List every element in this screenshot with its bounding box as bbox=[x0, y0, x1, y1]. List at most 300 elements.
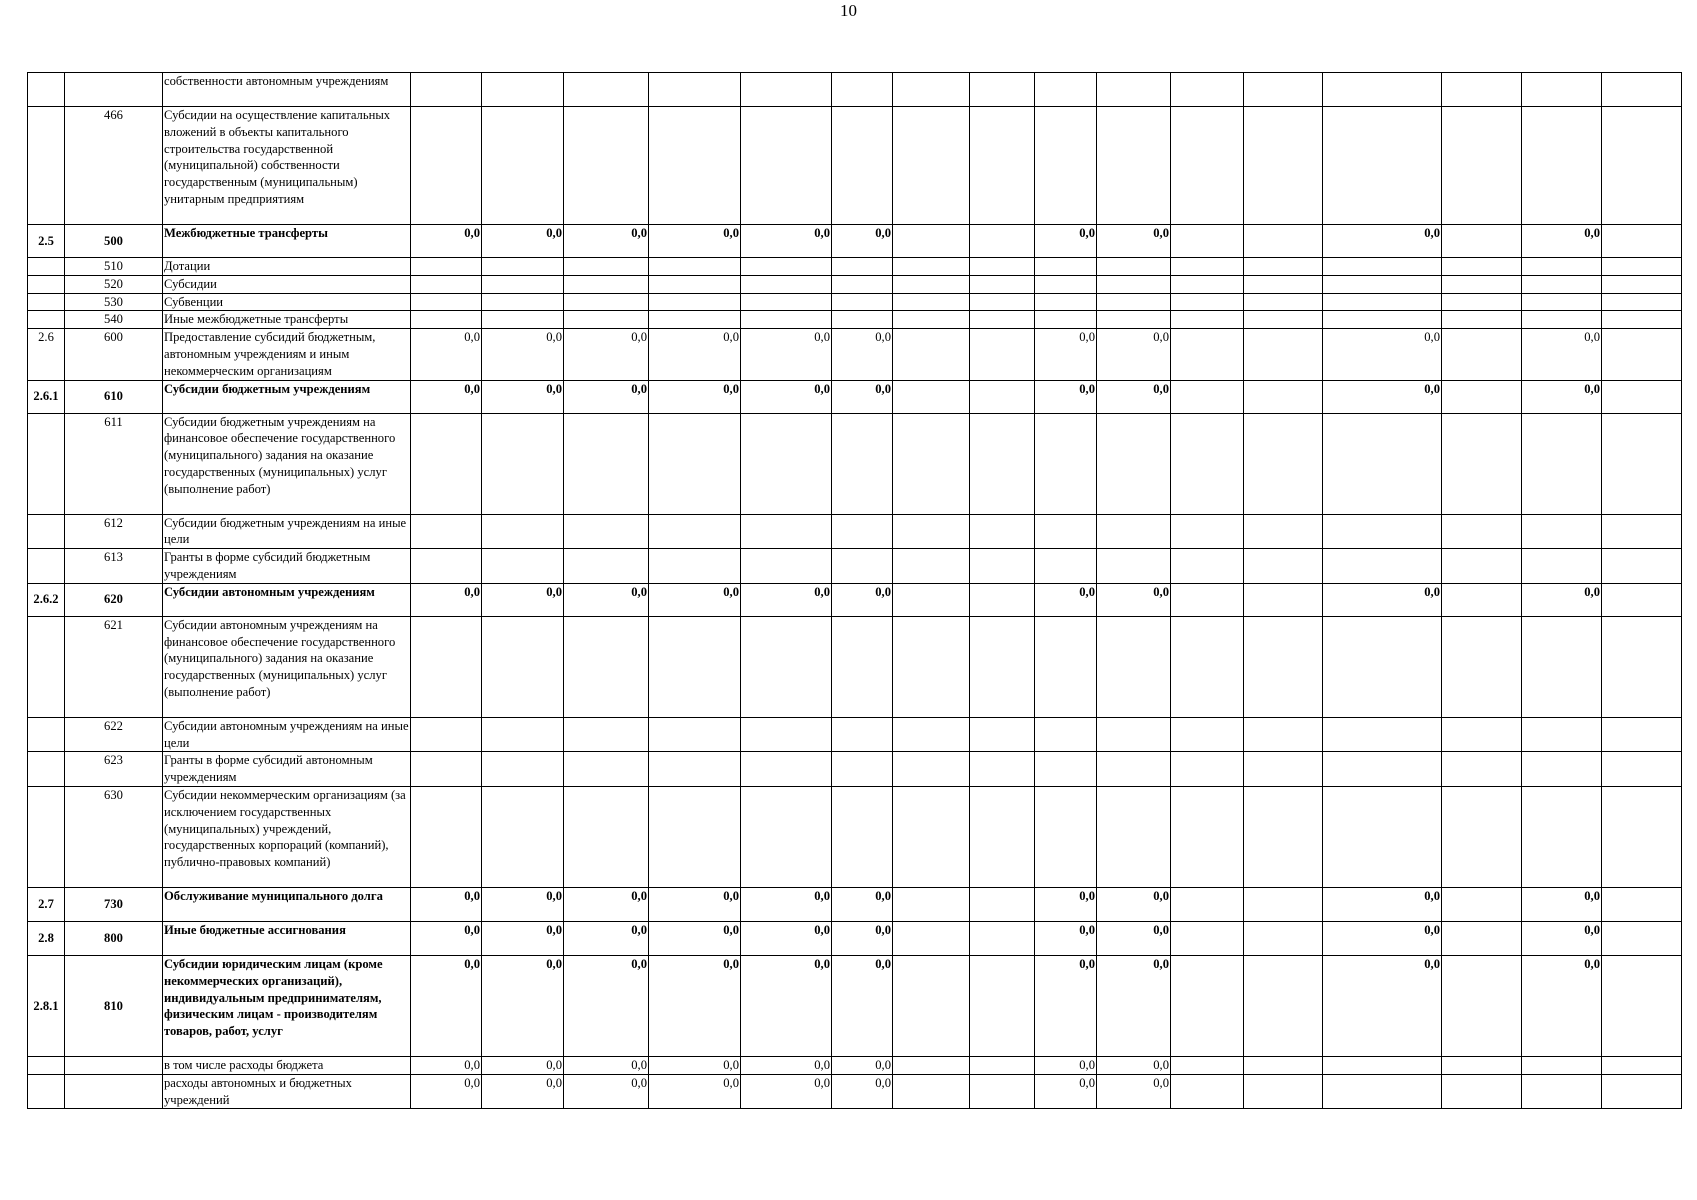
value-cell bbox=[564, 275, 649, 293]
table-row bbox=[28, 717, 1682, 752]
value-cell bbox=[1602, 752, 1682, 787]
expense-code-cell: 540 bbox=[65, 311, 163, 329]
expense-name-cell: Субсидии бюджетным учреждениям на финансовое обеспечение государственного (муниципального) задания на оказание государственных (муниципальных) услуг (выполнение работ) bbox=[163, 413, 411, 514]
value-cell bbox=[1097, 514, 1171, 549]
value-cell bbox=[1035, 311, 1097, 329]
value-cell bbox=[1602, 107, 1682, 225]
table-row bbox=[28, 786, 1682, 887]
value-cell bbox=[1244, 293, 1323, 311]
value-cell bbox=[1171, 413, 1244, 514]
row-number-cell: 2.5 bbox=[28, 225, 65, 258]
value-cell: 0,0 bbox=[1097, 887, 1171, 921]
value-cell bbox=[482, 311, 564, 329]
value-cell: 0,0 bbox=[482, 1074, 564, 1109]
expense-code-cell: 623 bbox=[65, 752, 163, 787]
row-number-cell bbox=[28, 413, 65, 514]
value-cell bbox=[482, 413, 564, 514]
expense-code-cell: 500 bbox=[65, 225, 163, 258]
value-cell bbox=[1171, 293, 1244, 311]
value-cell: 0,0 bbox=[1035, 921, 1097, 955]
value-cell bbox=[1323, 616, 1442, 717]
value-cell: 0,0 bbox=[832, 955, 893, 1056]
row-number-cell: 2.6.2 bbox=[28, 583, 65, 616]
table-row bbox=[28, 329, 1682, 380]
value-cell bbox=[893, 413, 970, 514]
value-cell bbox=[1442, 225, 1522, 258]
expense-code-cell: 620 bbox=[65, 583, 163, 616]
value-cell bbox=[1171, 225, 1244, 258]
value-cell bbox=[411, 549, 482, 584]
value-cell bbox=[741, 311, 832, 329]
value-cell bbox=[1035, 258, 1097, 276]
value-cell bbox=[832, 293, 893, 311]
expense-name-cell: Субсидии автономным учреждениям bbox=[163, 583, 411, 616]
value-cell bbox=[1522, 1056, 1602, 1074]
table-row bbox=[28, 258, 1682, 276]
value-cell: 0,0 bbox=[564, 887, 649, 921]
value-cell: 0,0 bbox=[482, 380, 564, 413]
row-number-cell bbox=[28, 73, 65, 107]
value-cell bbox=[970, 73, 1035, 107]
value-cell bbox=[1442, 955, 1522, 1056]
value-cell bbox=[482, 107, 564, 225]
value-cell bbox=[1097, 73, 1171, 107]
value-cell bbox=[1097, 275, 1171, 293]
value-cell: 0,0 bbox=[564, 583, 649, 616]
value-cell: 0,0 bbox=[649, 329, 741, 380]
value-cell bbox=[1442, 293, 1522, 311]
value-cell: 0,0 bbox=[482, 583, 564, 616]
value-cell: 0,0 bbox=[1035, 955, 1097, 1056]
value-cell bbox=[411, 717, 482, 752]
value-cell: 0,0 bbox=[832, 329, 893, 380]
value-cell: 0,0 bbox=[482, 887, 564, 921]
value-cell: 0,0 bbox=[1097, 955, 1171, 1056]
value-cell bbox=[564, 752, 649, 787]
value-cell bbox=[970, 225, 1035, 258]
value-cell bbox=[1442, 73, 1522, 107]
expense-name-cell: Субсидии бюджетным учреждениям bbox=[163, 380, 411, 413]
value-cell bbox=[1097, 616, 1171, 717]
value-cell bbox=[1442, 311, 1522, 329]
value-cell bbox=[1602, 225, 1682, 258]
value-cell bbox=[1442, 549, 1522, 584]
value-cell bbox=[1323, 717, 1442, 752]
value-cell bbox=[893, 549, 970, 584]
value-cell bbox=[1602, 329, 1682, 380]
row-number-cell: 2.8.1 bbox=[28, 955, 65, 1056]
value-cell bbox=[741, 616, 832, 717]
value-cell bbox=[482, 275, 564, 293]
value-cell bbox=[1442, 583, 1522, 616]
value-cell: 0,0 bbox=[741, 329, 832, 380]
value-cell: 0,0 bbox=[832, 887, 893, 921]
value-cell bbox=[1602, 583, 1682, 616]
value-cell bbox=[411, 73, 482, 107]
value-cell bbox=[1244, 583, 1323, 616]
value-cell bbox=[741, 73, 832, 107]
value-cell bbox=[1035, 616, 1097, 717]
row-number-cell bbox=[28, 107, 65, 225]
value-cell: 0,0 bbox=[832, 380, 893, 413]
value-cell bbox=[564, 293, 649, 311]
value-cell bbox=[893, 311, 970, 329]
value-cell bbox=[741, 107, 832, 225]
expense-code-cell: 612 bbox=[65, 514, 163, 549]
value-cell bbox=[1097, 752, 1171, 787]
value-cell bbox=[1522, 549, 1602, 584]
value-cell: 0,0 bbox=[1097, 329, 1171, 380]
table-row bbox=[28, 921, 1682, 955]
value-cell: 0,0 bbox=[1323, 225, 1442, 258]
value-cell bbox=[1035, 717, 1097, 752]
value-cell bbox=[1522, 1074, 1602, 1109]
value-cell bbox=[1522, 258, 1602, 276]
value-cell bbox=[1323, 258, 1442, 276]
value-cell bbox=[1602, 549, 1682, 584]
table-row bbox=[28, 275, 1682, 293]
value-cell bbox=[482, 293, 564, 311]
expense-name-cell: Субсидии бюджетным учреждениям на иные цели bbox=[163, 514, 411, 549]
value-cell bbox=[1171, 311, 1244, 329]
value-cell bbox=[1171, 1056, 1244, 1074]
value-cell: 0,0 bbox=[482, 1056, 564, 1074]
value-cell bbox=[1171, 616, 1244, 717]
value-cell: 0,0 bbox=[564, 1056, 649, 1074]
expense-code-cell: 520 bbox=[65, 275, 163, 293]
value-cell bbox=[1244, 311, 1323, 329]
value-cell bbox=[482, 514, 564, 549]
value-cell bbox=[970, 717, 1035, 752]
expense-code-cell: 810 bbox=[65, 955, 163, 1056]
value-cell bbox=[1171, 1074, 1244, 1109]
value-cell bbox=[741, 717, 832, 752]
value-cell bbox=[411, 258, 482, 276]
value-cell bbox=[1035, 413, 1097, 514]
value-cell: 0,0 bbox=[411, 1056, 482, 1074]
table-row bbox=[28, 311, 1682, 329]
value-cell bbox=[893, 752, 970, 787]
value-cell bbox=[482, 786, 564, 887]
value-cell bbox=[1442, 616, 1522, 717]
value-cell bbox=[970, 921, 1035, 955]
value-cell bbox=[482, 616, 564, 717]
value-cell bbox=[893, 583, 970, 616]
value-cell bbox=[1097, 107, 1171, 225]
value-cell bbox=[1244, 514, 1323, 549]
value-cell bbox=[649, 413, 741, 514]
value-cell bbox=[1244, 107, 1323, 225]
value-cell: 0,0 bbox=[741, 380, 832, 413]
value-cell bbox=[970, 887, 1035, 921]
expense-code-cell: 510 bbox=[65, 258, 163, 276]
value-cell bbox=[1602, 413, 1682, 514]
value-cell bbox=[649, 752, 741, 787]
value-cell bbox=[1171, 514, 1244, 549]
value-cell bbox=[649, 786, 741, 887]
value-cell bbox=[1522, 293, 1602, 311]
value-cell bbox=[1323, 786, 1442, 887]
value-cell bbox=[970, 275, 1035, 293]
value-cell: 0,0 bbox=[1522, 921, 1602, 955]
value-cell: 0,0 bbox=[1035, 329, 1097, 380]
value-cell bbox=[1442, 1056, 1522, 1074]
expense-code-cell bbox=[65, 73, 163, 107]
table-row bbox=[28, 616, 1682, 717]
expense-code-cell bbox=[65, 1074, 163, 1109]
value-cell bbox=[411, 107, 482, 225]
value-cell bbox=[1602, 514, 1682, 549]
value-cell bbox=[1171, 921, 1244, 955]
value-cell bbox=[1442, 380, 1522, 413]
value-cell: 0,0 bbox=[649, 955, 741, 1056]
value-cell: 0,0 bbox=[1035, 1056, 1097, 1074]
value-cell bbox=[1323, 549, 1442, 584]
value-cell bbox=[970, 107, 1035, 225]
value-cell bbox=[649, 258, 741, 276]
value-cell bbox=[1442, 887, 1522, 921]
value-cell bbox=[832, 786, 893, 887]
expense-code-cell: 613 bbox=[65, 549, 163, 584]
expense-name-cell: Субсидии автономным учреждениям на иные цели bbox=[163, 717, 411, 752]
value-cell bbox=[1097, 786, 1171, 887]
value-cell bbox=[832, 514, 893, 549]
value-cell bbox=[1171, 887, 1244, 921]
table-row bbox=[28, 380, 1682, 413]
value-cell bbox=[649, 107, 741, 225]
value-cell bbox=[564, 413, 649, 514]
value-cell bbox=[1244, 921, 1323, 955]
value-cell bbox=[741, 275, 832, 293]
expense-code-cell: 630 bbox=[65, 786, 163, 887]
value-cell: 0,0 bbox=[482, 329, 564, 380]
value-cell bbox=[1171, 329, 1244, 380]
row-number-cell bbox=[28, 717, 65, 752]
value-cell bbox=[1442, 329, 1522, 380]
expense-name-cell: Гранты в форме субсидий автономным учреждениям bbox=[163, 752, 411, 787]
value-cell: 0,0 bbox=[411, 921, 482, 955]
value-cell bbox=[893, 887, 970, 921]
value-cell bbox=[482, 717, 564, 752]
value-cell: 0,0 bbox=[832, 1074, 893, 1109]
value-cell bbox=[1035, 752, 1097, 787]
budget-table-body bbox=[28, 73, 1682, 1109]
value-cell bbox=[1244, 549, 1323, 584]
table-row bbox=[28, 293, 1682, 311]
value-cell bbox=[893, 225, 970, 258]
value-cell bbox=[970, 549, 1035, 584]
expense-code-cell bbox=[65, 1056, 163, 1074]
value-cell bbox=[1442, 786, 1522, 887]
value-cell: 0,0 bbox=[832, 1056, 893, 1074]
value-cell bbox=[1035, 73, 1097, 107]
value-cell bbox=[411, 275, 482, 293]
value-cell: 0,0 bbox=[411, 887, 482, 921]
value-cell bbox=[741, 258, 832, 276]
value-cell: 0,0 bbox=[1097, 921, 1171, 955]
expense-code-cell: 600 bbox=[65, 329, 163, 380]
value-cell bbox=[1602, 1074, 1682, 1109]
value-cell bbox=[411, 752, 482, 787]
value-cell bbox=[1097, 549, 1171, 584]
table-row bbox=[28, 73, 1682, 107]
value-cell bbox=[1602, 616, 1682, 717]
row-number-cell: 2.6.1 bbox=[28, 380, 65, 413]
value-cell bbox=[1602, 717, 1682, 752]
value-cell bbox=[1244, 955, 1323, 1056]
value-cell bbox=[411, 616, 482, 717]
expense-name-cell: Субсидии на осуществление капитальных вложений в объекты капитального строительства государственной (муниципальной) собственности государственным (муниципальным) унитарным предприятиям bbox=[163, 107, 411, 225]
value-cell bbox=[893, 955, 970, 1056]
value-cell bbox=[1323, 107, 1442, 225]
value-cell bbox=[970, 583, 1035, 616]
value-cell bbox=[1244, 329, 1323, 380]
value-cell bbox=[649, 293, 741, 311]
value-cell bbox=[832, 73, 893, 107]
value-cell bbox=[970, 514, 1035, 549]
expense-code-cell: 530 bbox=[65, 293, 163, 311]
value-cell bbox=[893, 1074, 970, 1109]
budget-table bbox=[27, 72, 1682, 1109]
value-cell: 0,0 bbox=[1323, 329, 1442, 380]
value-cell bbox=[741, 549, 832, 584]
table-row bbox=[28, 887, 1682, 921]
table-row bbox=[28, 752, 1682, 787]
row-number-cell bbox=[28, 786, 65, 887]
value-cell bbox=[1244, 1074, 1323, 1109]
value-cell bbox=[649, 717, 741, 752]
value-cell bbox=[893, 1056, 970, 1074]
value-cell bbox=[1323, 293, 1442, 311]
value-cell bbox=[970, 1056, 1035, 1074]
value-cell: 0,0 bbox=[1035, 225, 1097, 258]
value-cell bbox=[1522, 107, 1602, 225]
value-cell bbox=[1522, 616, 1602, 717]
value-cell bbox=[1602, 275, 1682, 293]
row-number-cell bbox=[28, 752, 65, 787]
value-cell bbox=[832, 549, 893, 584]
value-cell bbox=[1602, 955, 1682, 1056]
expense-code-cell: 730 bbox=[65, 887, 163, 921]
value-cell bbox=[1171, 258, 1244, 276]
value-cell bbox=[741, 786, 832, 887]
value-cell: 0,0 bbox=[1522, 583, 1602, 616]
expense-code-cell: 622 bbox=[65, 717, 163, 752]
value-cell bbox=[893, 380, 970, 413]
value-cell bbox=[1244, 786, 1323, 887]
value-cell bbox=[1522, 413, 1602, 514]
expense-name-cell: Предоставление субсидий бюджетным, автономным учреждениям и иным некоммерческим организациям bbox=[163, 329, 411, 380]
value-cell bbox=[482, 258, 564, 276]
value-cell bbox=[649, 514, 741, 549]
value-cell bbox=[1522, 786, 1602, 887]
value-cell: 0,0 bbox=[482, 225, 564, 258]
value-cell bbox=[1244, 887, 1323, 921]
value-cell bbox=[1097, 311, 1171, 329]
expense-name-cell: Иные межбюджетные трансферты bbox=[163, 311, 411, 329]
value-cell: 0,0 bbox=[741, 1074, 832, 1109]
row-number-cell: 2.6 bbox=[28, 329, 65, 380]
expense-code-cell: 611 bbox=[65, 413, 163, 514]
value-cell bbox=[564, 107, 649, 225]
value-cell: 0,0 bbox=[1097, 1056, 1171, 1074]
value-cell bbox=[1244, 73, 1323, 107]
value-cell bbox=[1035, 786, 1097, 887]
value-cell bbox=[564, 514, 649, 549]
value-cell bbox=[741, 413, 832, 514]
value-cell: 0,0 bbox=[564, 1074, 649, 1109]
value-cell bbox=[482, 73, 564, 107]
value-cell bbox=[1323, 275, 1442, 293]
value-cell: 0,0 bbox=[741, 955, 832, 1056]
value-cell bbox=[832, 717, 893, 752]
value-cell bbox=[1442, 413, 1522, 514]
value-cell bbox=[970, 258, 1035, 276]
value-cell bbox=[1097, 293, 1171, 311]
value-cell bbox=[1171, 380, 1244, 413]
expense-code-cell: 621 bbox=[65, 616, 163, 717]
value-cell bbox=[482, 549, 564, 584]
value-cell bbox=[411, 514, 482, 549]
value-cell: 0,0 bbox=[1097, 1074, 1171, 1109]
value-cell bbox=[1323, 413, 1442, 514]
value-cell bbox=[1442, 921, 1522, 955]
value-cell bbox=[1097, 413, 1171, 514]
value-cell bbox=[970, 293, 1035, 311]
value-cell bbox=[1323, 1056, 1442, 1074]
value-cell: 0,0 bbox=[1323, 921, 1442, 955]
expense-name-cell: расходы автономных и бюджетных учреждений bbox=[163, 1074, 411, 1109]
value-cell bbox=[1097, 717, 1171, 752]
value-cell bbox=[1171, 955, 1244, 1056]
value-cell bbox=[1035, 549, 1097, 584]
value-cell bbox=[893, 786, 970, 887]
value-cell bbox=[1171, 717, 1244, 752]
value-cell bbox=[1602, 293, 1682, 311]
value-cell bbox=[1442, 514, 1522, 549]
value-cell: 0,0 bbox=[649, 921, 741, 955]
value-cell bbox=[1442, 717, 1522, 752]
value-cell bbox=[411, 413, 482, 514]
page-number: 10 bbox=[840, 1, 857, 20]
value-cell bbox=[411, 311, 482, 329]
value-cell bbox=[893, 293, 970, 311]
value-cell bbox=[1035, 107, 1097, 225]
expense-code-cell: 466 bbox=[65, 107, 163, 225]
value-cell bbox=[1035, 293, 1097, 311]
value-cell bbox=[893, 514, 970, 549]
value-cell: 0,0 bbox=[1522, 955, 1602, 1056]
value-cell bbox=[1171, 73, 1244, 107]
value-cell bbox=[893, 73, 970, 107]
row-number-cell: 2.7 bbox=[28, 887, 65, 921]
value-cell bbox=[1442, 107, 1522, 225]
value-cell bbox=[1602, 786, 1682, 887]
value-cell bbox=[970, 752, 1035, 787]
value-cell bbox=[741, 752, 832, 787]
value-cell: 0,0 bbox=[649, 225, 741, 258]
row-number-cell bbox=[28, 275, 65, 293]
table-row bbox=[28, 549, 1682, 584]
value-cell bbox=[1244, 225, 1323, 258]
value-cell bbox=[564, 73, 649, 107]
value-cell bbox=[1602, 311, 1682, 329]
value-cell bbox=[1442, 1074, 1522, 1109]
value-cell bbox=[1442, 275, 1522, 293]
value-cell bbox=[1035, 514, 1097, 549]
value-cell bbox=[1522, 275, 1602, 293]
value-cell bbox=[1323, 514, 1442, 549]
